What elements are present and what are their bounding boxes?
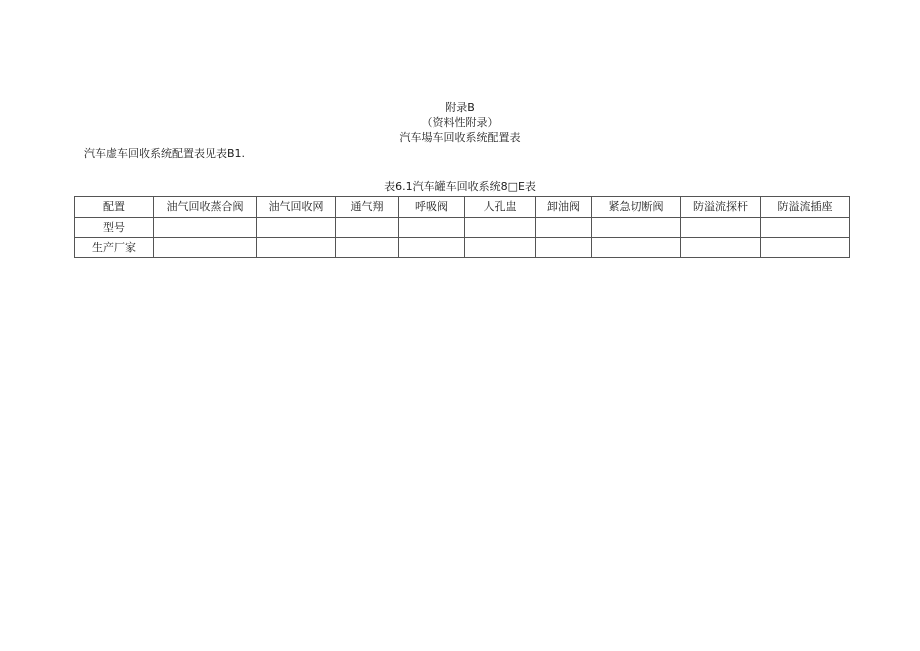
appendix-title: 附录B [445,101,475,114]
table-cell [257,238,336,258]
column-header: 通气翔 [336,197,399,218]
column-header: 呼吸阀 [399,197,465,218]
column-header: 配置 [75,197,154,218]
section-title: 汽车場车回收系统配置表 [399,131,521,144]
table-caption: 表6.1汽车罐车回收系统8□E表 [384,180,536,193]
table-cell [399,218,465,238]
table-cell [336,238,399,258]
table-cell [154,238,257,258]
column-header: 油气回收网 [257,197,336,218]
table-cell [592,238,681,258]
table-row [75,238,850,258]
appendix-note: （资料性附录） [421,116,499,129]
table-cell [761,238,850,258]
table-row [75,218,850,238]
table-cell [257,218,336,238]
column-header: 防溢流探杆 [681,197,761,218]
row-label: 生产厂家 [75,238,154,258]
table-cell [399,238,465,258]
table-cell [536,218,592,238]
table-cell [592,218,681,238]
config-table [74,196,850,258]
table-cell [761,218,850,238]
table-header-row [75,197,850,218]
table-cell [536,238,592,258]
row-label: 型号 [75,218,154,238]
column-header: 卸油阀 [536,197,592,218]
column-header: 油气回收蒸合阀 [154,197,257,218]
table-cell [681,238,761,258]
table-cell [336,218,399,238]
column-header: 人孔盅 [465,197,536,218]
table-cell [681,218,761,238]
table-cell [465,238,536,258]
intro-paragraph: 汽车虚车回收系统配置表见表B1. [84,147,246,160]
column-header: 紧急切断阀 [592,197,681,218]
column-header: 防溢流插座 [761,197,850,218]
table-cell [465,218,536,238]
table-cell [154,218,257,238]
